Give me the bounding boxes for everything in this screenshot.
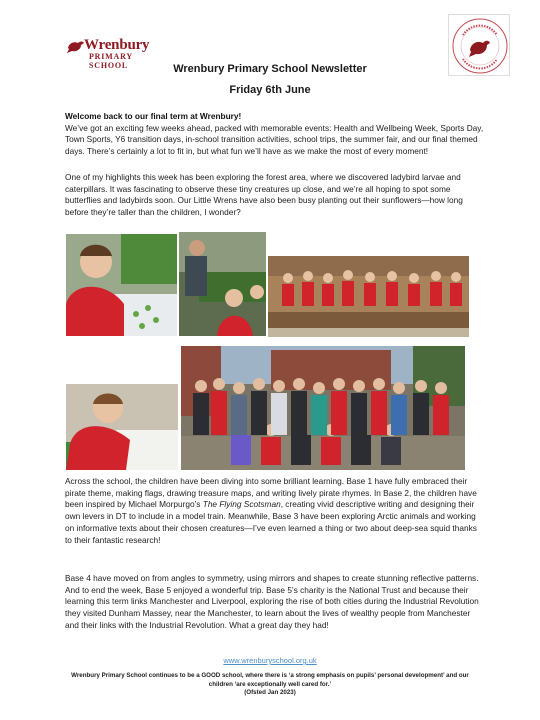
- newsletter-date: Friday 6th June: [229, 84, 311, 96]
- intro-heading: Welcome back to our final term at Wrenbury!: [65, 111, 242, 121]
- ofsted-citation: (Ofsted Jan 2023): [244, 689, 296, 696]
- trip-paragraph: Base 4 have moved on from angles to symmetry, using mirrors and shapes to create stunning reflective patterns. And to end the week, Base 5 enjoyed a wonderful trip. Base 5’s charity is the National Trust and because their learning this term links Manchester and Liverpool, exploring the rise of both cities during the Industrial Revolution they visited Dunham Massey, near the Manchester, to learn about the lives of wealthy people from Manchester and their links with the Industrial Revolution. What a great day they had!: [65, 573, 479, 630]
- ofsted-quote-text: Wrenbury Primary School continues to be a GOOD school, where there is ‘a strong emphasis on pupils’ personal development’ and our children ‘are exceptionally well cared for.’: [71, 672, 469, 688]
- photo-sunflower-planters: [268, 256, 469, 337]
- intro-body: We’ve got an exciting few weeks ahead, packed with memorable events: Health and Wellbeing Week, Sports Day, Town Sports, Y6 transition days, in-school transition activities, school trips, the summer fair, and our final themed days. There’s certainly a lot to fit in, but what fun we’ll have as we make the most of every moment!: [65, 122, 484, 157]
- newsletter-title: Wrenbury Primary School Newsletter: [173, 63, 367, 75]
- logo-subtitle: PRIMARY SCHOOL: [89, 52, 133, 70]
- learning-paragraph: [65, 476, 485, 546]
- learning-text-2: , creating vivid descriptive writing and designing their own levers in DT to include in a model train. Meanwhile, Base 3 have been exploring Arctic animals and working on informative texts about their chosen creatures—I’ve even learned a thing or two about deep-sea squid thanks to their fantastic research!: [65, 499, 477, 545]
- school-logo: [66, 37, 166, 70]
- logo-name: Wrenbury: [84, 37, 150, 53]
- intro-paragraph: [65, 111, 485, 158]
- ofsted-quote: [60, 672, 480, 698]
- photo-children-planting: [179, 232, 266, 336]
- photo-child-drawing: [66, 234, 177, 336]
- photo-child-writing: [66, 384, 178, 470]
- wren-bird-icon: [66, 39, 86, 54]
- learning-text-1: Across the school, the children have been diving into some brilliant learning. Base 1 have fully embraced their pirate theme, making flags, drawing treasure maps, and writing lively pirate rhymes. In Base 2, the children have been inspired by Michael Morpurgo’s: [65, 476, 477, 510]
- forest-paragraph: One of my highlights this week has been exploring the forest area, where we discovered ladybird larvae and caterpillars. It was fascinating to observe these tiny creatures up close, and we’re all hoping to spot some butterflies and ladybirds soon. Our Little Wrens have also been busy planting out their sunflowers—how long before they’re taller than the children, I wonder?: [65, 172, 463, 218]
- school-website-link[interactable]: www.wrenburyschool.org.uk: [223, 656, 317, 665]
- photo-trip-group: [181, 346, 465, 470]
- book-title: The Flying Scotsman: [202, 499, 281, 510]
